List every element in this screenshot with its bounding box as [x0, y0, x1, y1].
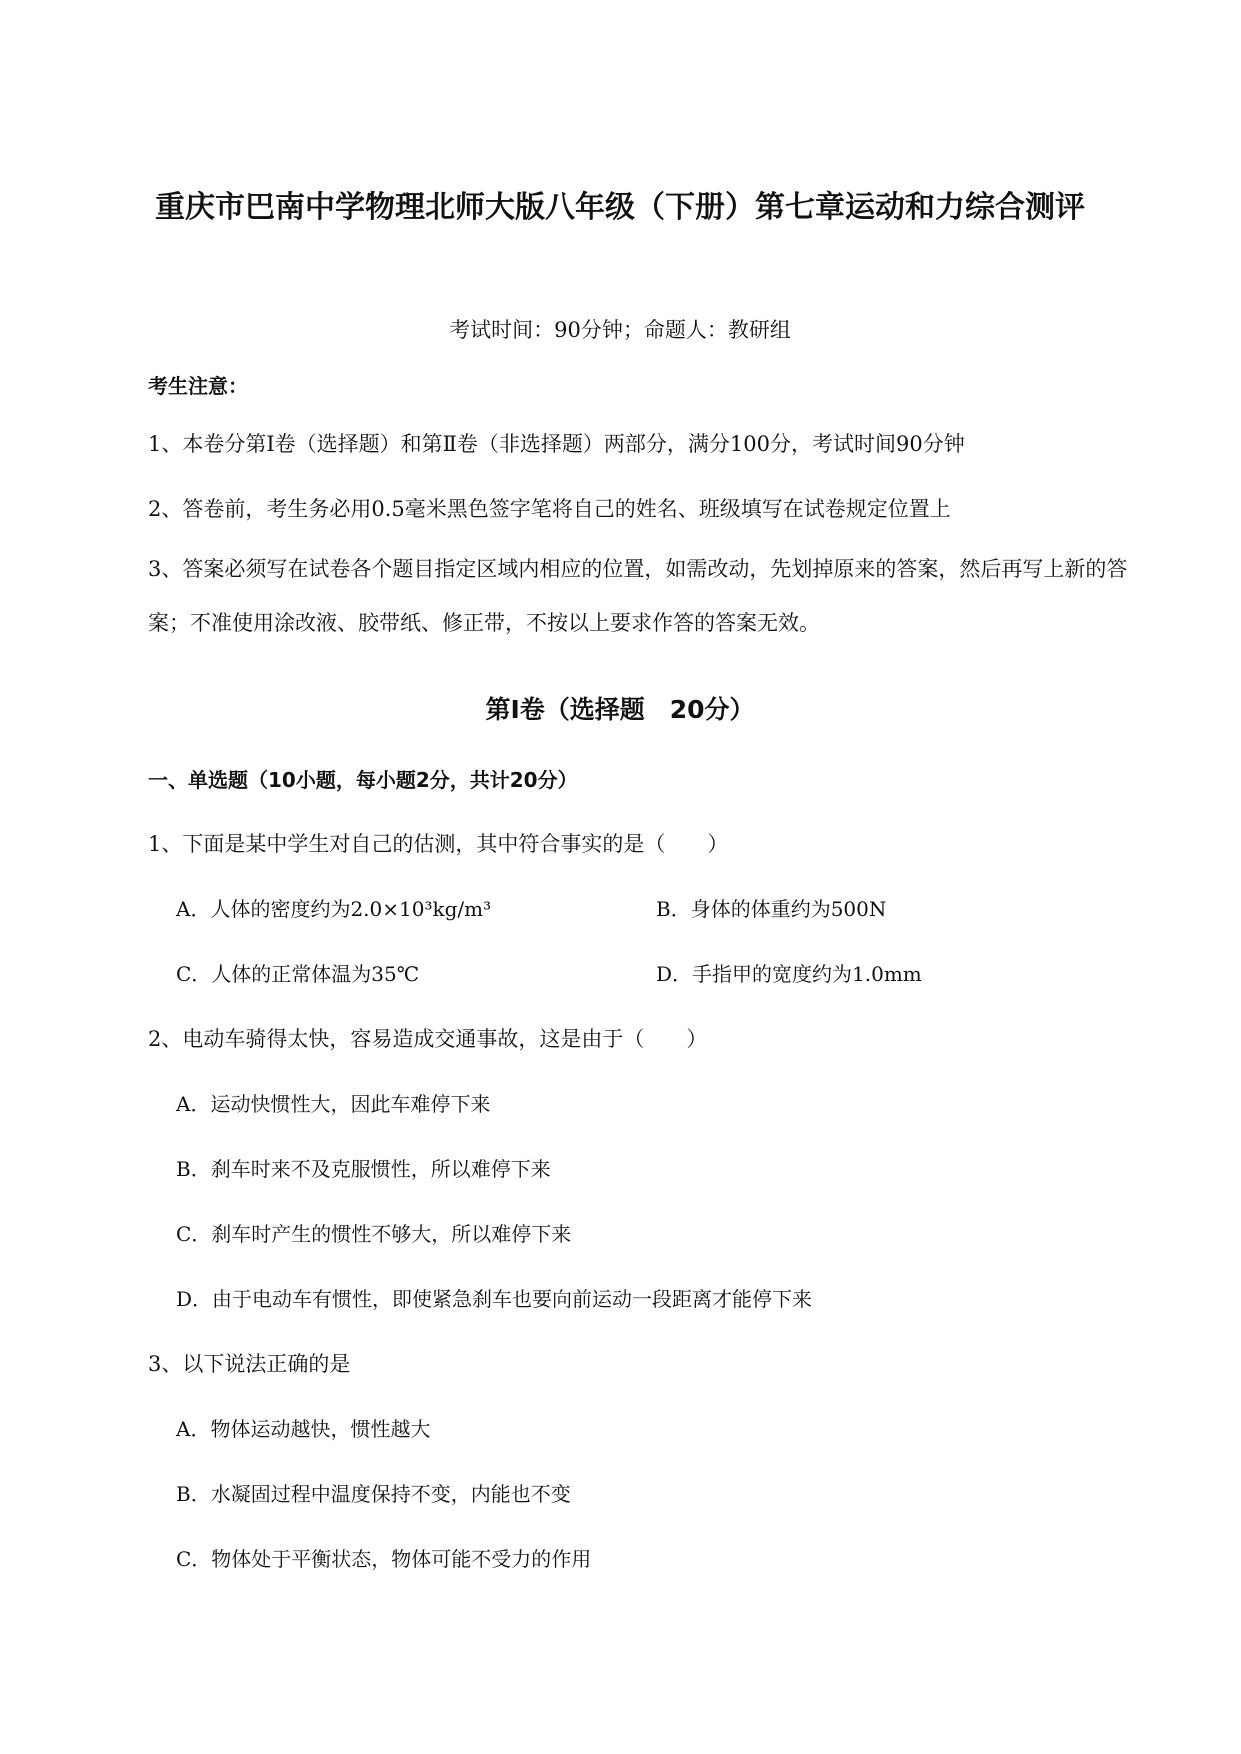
question-stem: 2、电动车骑得太快，容易造成交通事故，这是由于（ ）: [148, 1027, 708, 1051]
section-title: 第I卷（选择题 20分）: [485, 695, 755, 724]
question-stem: 3、以下说法正确的是: [148, 1352, 351, 1376]
option-a: A．物体运动越快，惯性越大: [176, 1417, 431, 1441]
option-b: B．身体的体重约为500N: [656, 897, 887, 921]
exam-subtitle: 考试时间：90分钟；命题人：教研组: [449, 318, 791, 342]
notice-item: 1、本卷分第I卷（选择题）和第Ⅱ卷（非选择题）两部分，满分100分，考试时间90分钟: [148, 432, 965, 456]
option-a: A．人体的密度约为2.0×10³kg/m³: [176, 897, 492, 921]
option-c: C．人体的正常体温为35℃: [176, 962, 420, 986]
option-d: D．由于电动车有惯性，即使紧急刹车也要向前运动一段距离才能停下来: [176, 1287, 813, 1311]
document-title: 重庆市巴南中学物理北师大版八年级（下册）第七章运动和力综合测评: [155, 190, 1085, 225]
notice-item: 3、答案必须写在试卷各个题目指定区域内相应的位置，如需改动，先划掉原来的答案，然后再写上新的答案；不准使用涂改液、胶带纸、修正带，不按以上要求作答的答案无效。: [148, 557, 1128, 635]
notice-item: 2、答卷前，考生务必用0.5毫米黑色签字笔将自己的姓名、班级填写在试卷规定位置上: [148, 497, 951, 521]
option-c: C．物体处于平衡状态，物体可能不受力的作用: [176, 1547, 592, 1571]
notice-heading: 考生注意：: [148, 374, 248, 398]
option-a: A．运动快惯性大，因此车难停下来: [176, 1092, 491, 1116]
part-heading: 一、单选题（10小题，每小题2分，共计20分）: [148, 768, 578, 792]
option-b: B．水凝固过程中温度保持不变，内能也不变: [176, 1482, 571, 1506]
option-d: D．手指甲的宽度约为1.0mm: [656, 962, 922, 986]
option-c: C．刹车时产生的惯性不够大，所以难停下来: [176, 1222, 572, 1246]
option-b: B．刹车时来不及克服惯性，所以难停下来: [176, 1157, 551, 1181]
question-stem: 1、下面是某中学生对自己的估测，其中符合事实的是（ ）: [148, 832, 729, 856]
